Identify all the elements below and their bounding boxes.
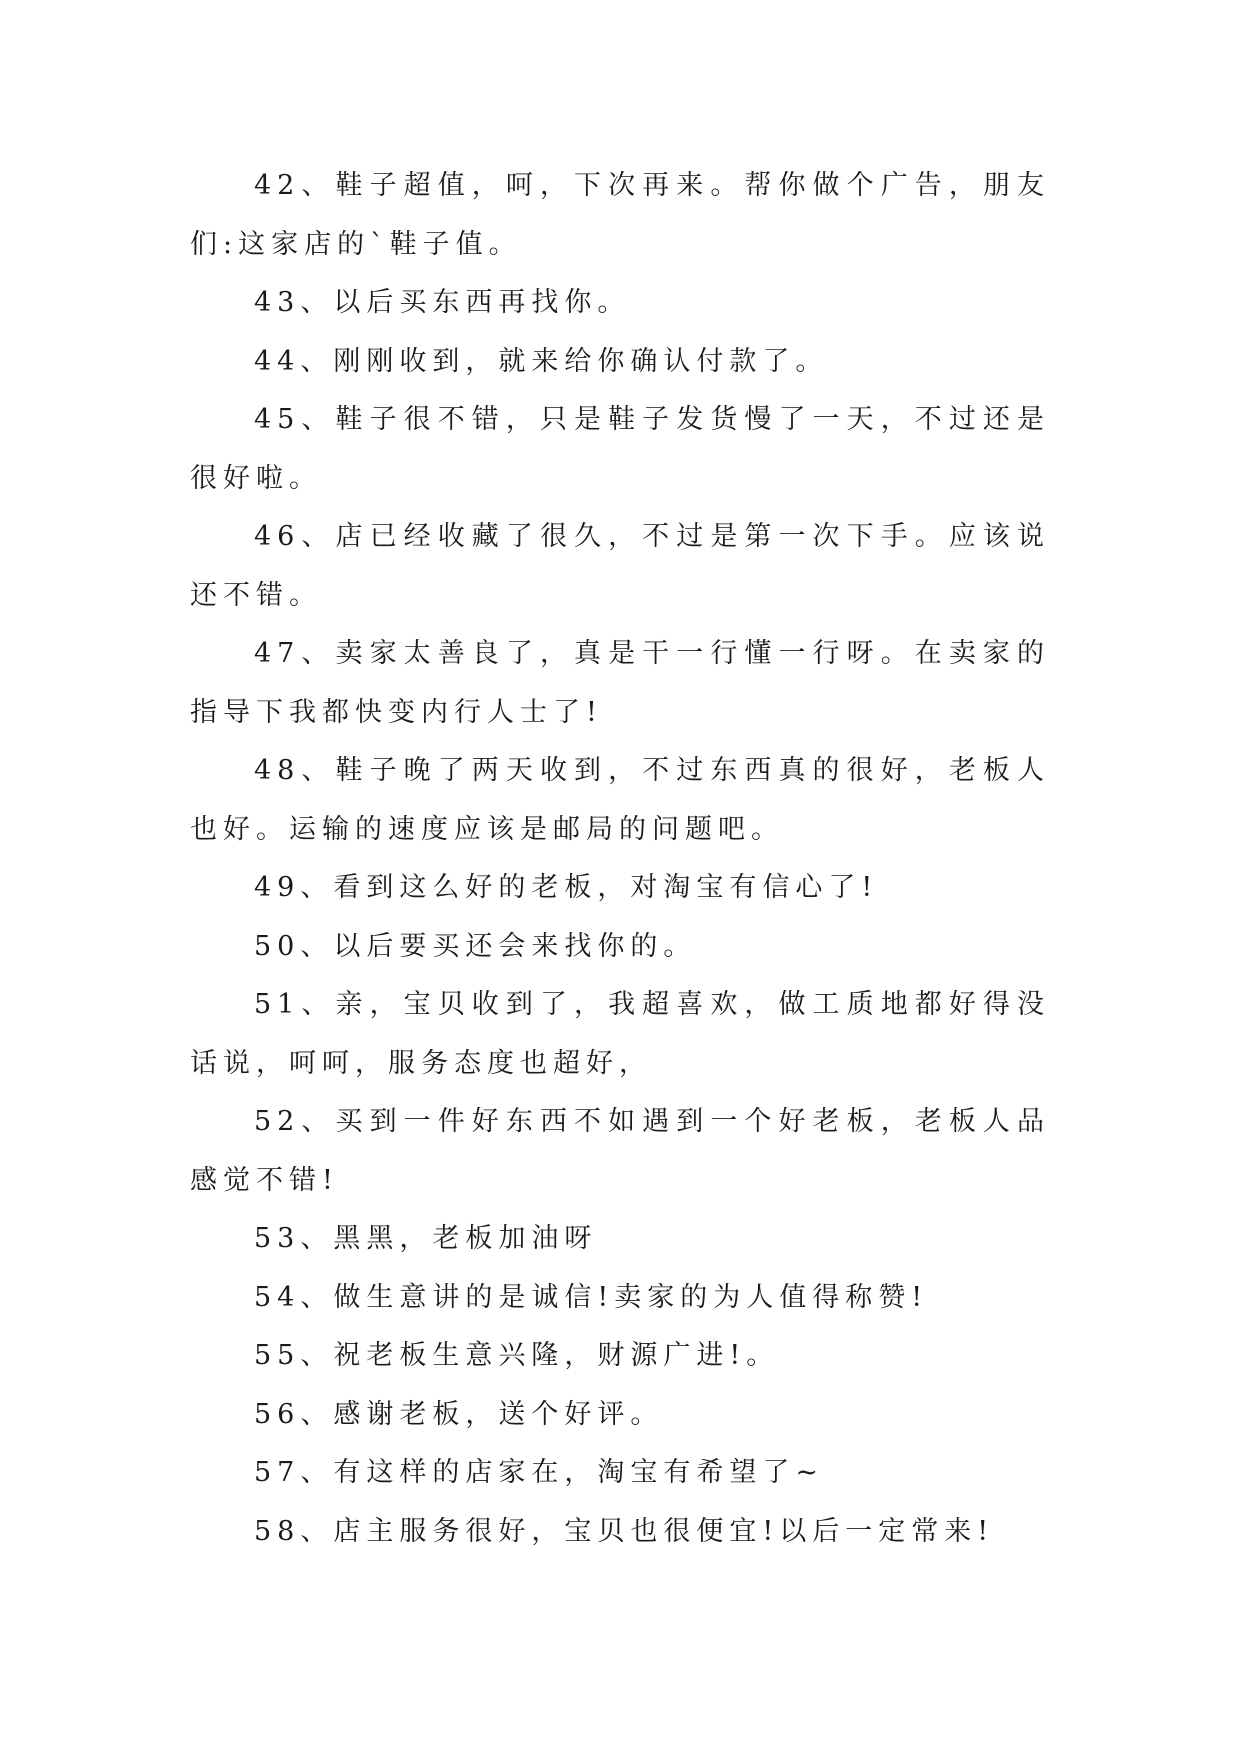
list-item: 58、店主服务很好，宝贝也很便宜!以后一定常来! [254,1515,995,1547]
list-item: 46、店已经收藏了很久，不过是第一次下手。应该说还不错。 [190,521,1050,611]
list-item: 43、以后买东西再找你。 [254,287,631,318]
review-list [190,157,1050,1561]
list-item: 57、有这样的店家在，淘宝有希望了~ [254,1457,824,1488]
list-item: 45、鞋子很不错，只是鞋子发货慢了一天，不过还是很好啦。 [190,404,1050,494]
list-item: 42、鞋子超值，呵，下次再来。帮你做个广告，朋友们:这家店的`鞋子值。 [190,170,1050,260]
list-item: 44、刚刚收到，就来给你确认付款了。 [254,345,829,377]
list-item: 53、黑黑，老板加油呀 [254,1223,598,1254]
list-item: 54、做生意讲的是诚信!卖家的为人值得称赞! [254,1281,929,1313]
list-item: 50、以后要买还会来找你的。 [254,930,697,962]
list-item: 49、看到这么好的老板，对淘宝有信心了! [254,872,879,903]
list-item: 52、买到一件好东西不如遇到一个好老板，老板人品感觉不错! [190,1106,1050,1196]
list-item: 56、感谢老板，送个好评。 [254,1398,664,1430]
list-item: 48、鞋子晚了两天收到，不过东西真的很好，老板人也好。运输的速度应该是邮局的问题吧。 [190,755,1050,845]
list-item: 55、祝老板生意兴隆，财源广进!。 [254,1340,780,1371]
list-item: 51、亲，宝贝收到了，我超喜欢，做工质地都好得没话说，呵呵，服务态度也超好， [190,989,1050,1079]
list-item: 47、卖家太善良了，真是干一行懂一行呀。在卖家的指导下我都快变内行人士了! [190,638,1050,728]
